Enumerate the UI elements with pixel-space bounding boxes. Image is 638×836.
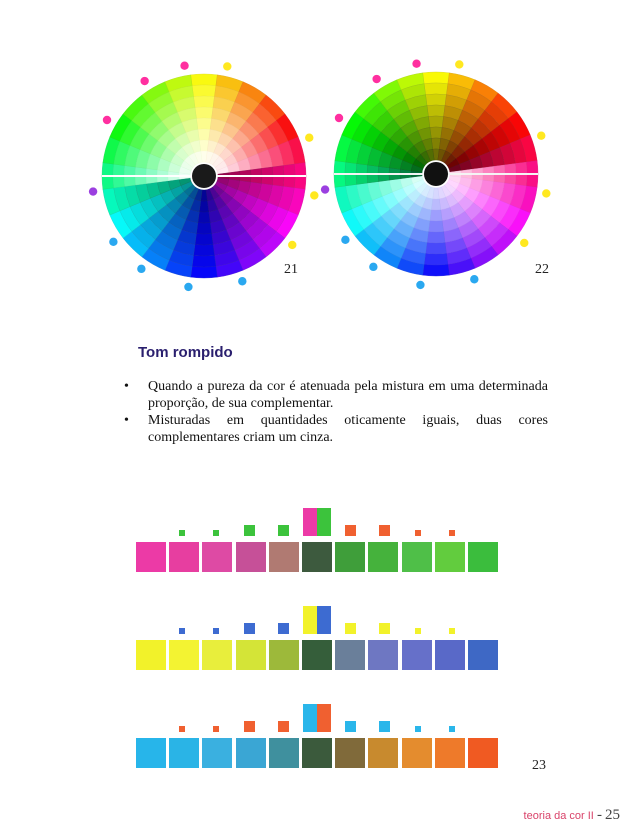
bullet-list [120,378,548,446]
mix-marker [449,530,455,536]
mix-marker [213,530,219,536]
wheel-segment [192,255,216,267]
tone-swatch [368,640,398,670]
wheel-segment [192,85,216,97]
wheel-marker-dot [412,60,420,68]
wheel-segment [428,116,443,127]
mix-marker [179,530,185,536]
tone-swatch [435,738,465,768]
mix-marker [179,628,185,634]
footer-label: teoria da cor II [523,810,594,822]
mix-marker-left [303,508,317,536]
tone-swatch [335,640,365,670]
tone-swatch [202,640,232,670]
tone-swatch [269,640,299,670]
wheel-marker-dot [238,277,246,285]
wheel-marker-dot [416,281,424,289]
page-number: 25 [605,807,620,823]
tone-swatch [302,738,332,768]
wheel-marker-dot [305,133,313,141]
wheel-segment [195,107,213,118]
tone-swatch [468,640,498,670]
mix-marker [244,623,255,634]
figure-number-22: 22 [535,262,549,277]
wheel-segment [430,210,442,221]
tone-swatch [302,542,332,572]
wheel-marker-dot [321,185,329,193]
mix-marker [379,721,390,732]
tone-swatch [236,738,266,768]
tone-swatch [368,738,398,768]
mix-marker [213,726,219,732]
mix-marker [244,721,255,732]
color-wheel-left-graphic [86,58,322,294]
tone-swatch [269,542,299,572]
tone-swatch [169,640,199,670]
tone-swatch [468,738,498,768]
wheel-marker-dot [137,265,145,273]
wheel-segment [426,242,447,254]
section-title: Tom rompido [138,344,233,361]
tone-strip-yellow-blue [136,598,502,674]
tone-swatch [335,738,365,768]
tone-swatch [435,542,465,572]
tone-swatch [435,640,465,670]
wheel-marker-dot [542,189,550,197]
footer-separator: - [596,807,602,823]
wheel-segment [430,127,442,138]
wheel-marker-dot [537,131,545,139]
wheel-marker-dot [341,236,349,244]
wheel-marker-dot [288,241,296,249]
mix-marker [415,628,421,634]
mix-marker [345,623,356,634]
color-wheel-right-graphic [318,56,554,292]
wheel-marker-dot [372,75,380,83]
wheel-marker-dot [89,187,97,195]
mix-marker [449,726,455,732]
wheel-marker-dot [335,114,343,122]
mix-marker [379,525,390,536]
tone-swatch [468,542,498,572]
wheel-marker-dot [520,239,528,247]
wheel-marker-dot [180,62,188,70]
mix-marker-left [303,606,317,634]
color-wheel-left [86,58,322,294]
tone-swatch [269,738,299,768]
wheel-segment [426,94,447,106]
tone-swatch [368,542,398,572]
tone-strip-magenta-green [136,500,502,576]
color-wheel-right [318,56,554,292]
mix-marker [179,726,185,732]
mix-marker [415,726,421,732]
tone-swatch [335,542,365,572]
wheel-center [424,162,448,186]
wheel-segment [195,234,213,245]
tone-swatch [136,640,166,670]
page-footer [524,807,620,824]
mix-marker [345,721,356,732]
tone-swatch [302,640,332,670]
wheel-marker-dot [470,275,478,283]
wheel-marker-dot [369,263,377,271]
wheel-segment [428,221,443,232]
bullet-text: Quando a pureza da cor é atenuada pela mistura em uma determinada proporção, de sua complementar. [148,379,548,411]
bullet-item [120,412,548,446]
tone-swatch [402,542,432,572]
tone-swatch [136,738,166,768]
wheel-center [192,164,216,188]
wheel-segment [423,264,450,276]
mix-marker-right [317,508,331,536]
wheel-marker-dot [103,116,111,124]
wheel-segment [196,223,211,234]
mix-marker [449,628,455,634]
tone-strip-cyan-orange [136,696,502,772]
wheel-marker-dot [455,60,463,68]
tone-swatch [202,738,232,768]
wheel-segment [427,105,445,116]
mix-marker [415,530,421,536]
mix-marker-right [317,704,331,732]
wheel-marker-dot [109,238,117,246]
bullet-item [120,378,548,412]
wheel-segment [194,244,215,256]
bullet-dot: • [124,413,129,428]
figure-number-21: 21 [284,262,298,277]
wheel-segment [198,129,210,140]
mix-marker [213,628,219,634]
bullet-text: Misturadas em quantidades oticamente iguais, duas cores complementares criam um cinza. [148,413,548,445]
mix-marker [278,525,289,536]
tone-swatch [402,640,432,670]
tone-swatch [236,640,266,670]
mix-marker-right [317,606,331,634]
wheel-segment [196,118,211,129]
mix-marker [379,623,390,634]
wheel-segment [191,74,218,86]
tone-swatch [202,542,232,572]
mix-marker [345,525,356,536]
wheel-segment [424,83,448,95]
tone-swatch [169,542,199,572]
wheel-segment [424,253,448,265]
figure-number-23: 23 [532,758,546,773]
wheel-marker-dot [140,77,148,85]
bullet-dot: • [124,379,129,394]
tone-swatch [169,738,199,768]
wheel-segment [427,232,445,243]
wheel-segment [198,212,210,223]
tone-swatch [402,738,432,768]
mix-marker-left [303,704,317,732]
wheel-segment [194,96,215,108]
mix-marker [244,525,255,536]
wheel-segment [423,72,450,84]
mix-marker [278,721,289,732]
wheel-segment [191,266,218,278]
wheel-marker-dot [223,62,231,70]
mix-marker [278,623,289,634]
tone-swatch [236,542,266,572]
wheel-marker-dot [184,283,192,291]
tone-swatch [136,542,166,572]
